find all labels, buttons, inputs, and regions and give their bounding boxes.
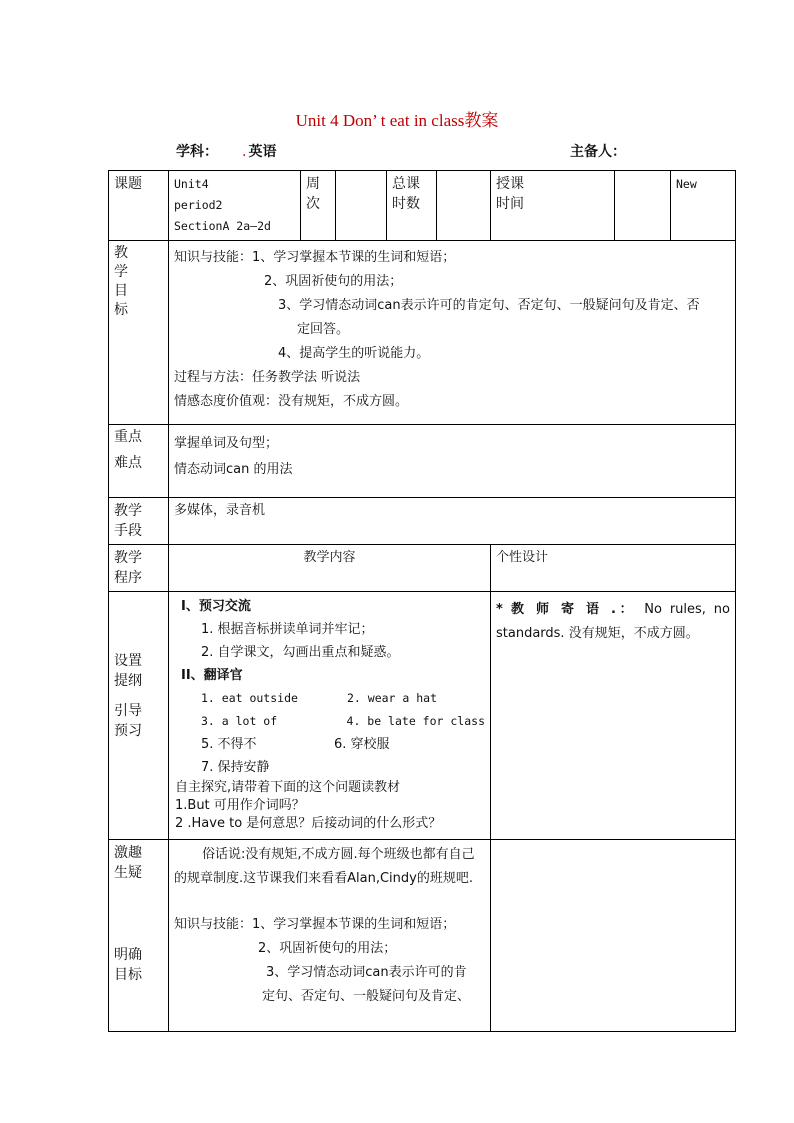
- translate-item: 5. 不得不: [201, 737, 257, 752]
- course-line: period2: [174, 198, 223, 212]
- procedure-label: 教学 程序: [109, 545, 169, 592]
- objective-line: 情感态度价值观：没有规矩，不成方圆。: [174, 394, 409, 409]
- key-points-row: [109, 425, 736, 498]
- translate-item: 6. 穿校服: [334, 737, 390, 752]
- motivate-label-top: 激趣 生疑: [114, 845, 142, 881]
- motivate-objective: 定句、否定句、一般疑问句及肯定、: [262, 989, 471, 1004]
- time-value: [615, 171, 671, 241]
- section2-title: II、翻译官: [181, 668, 243, 683]
- week-label: 周 次: [301, 171, 336, 241]
- translate-row: [181, 710, 485, 733]
- type-value: New: [676, 177, 697, 191]
- course-label: 课题: [109, 171, 169, 241]
- teacher-note-cell: [491, 592, 736, 840]
- motivate-design: [491, 840, 736, 1032]
- explore-intro: 自主探究,请带着下面的这个问题读教材: [175, 780, 401, 795]
- preview-label-bottom: 引导 预习: [114, 703, 142, 739]
- teacher-note-label: * 教 师 寄 语 .：: [496, 602, 637, 617]
- subject-label: 学科：: [176, 144, 218, 160]
- objective-line: 4、提高学生的听说能力。: [278, 346, 430, 361]
- objective-line: 2、巩固祈使句的用法；: [264, 274, 403, 289]
- means-row: [109, 498, 736, 545]
- objectives-content: [169, 241, 736, 425]
- explore-question: 1.But 可用作介词吗？: [175, 798, 305, 813]
- preview-label: [109, 592, 169, 840]
- motivate-label: [109, 840, 169, 1032]
- preview-row: [109, 592, 736, 840]
- teacher-note-text: No rules, no standards. 没有规矩，不成方圆。: [496, 602, 730, 641]
- motivate-content: [169, 840, 491, 1032]
- type-value-cell: [671, 171, 736, 241]
- hours-label: 总课 时数: [387, 171, 437, 241]
- translate-row: [181, 756, 485, 779]
- preview-content: [169, 592, 491, 840]
- motivate-row: [109, 840, 736, 1032]
- objective-line: 定回答。: [297, 322, 350, 337]
- translate-row: [181, 733, 485, 756]
- course-value: [169, 171, 301, 241]
- key-points-label: 重点 难点: [109, 425, 169, 498]
- motivate-intro: 俗话说:没有规矩,不成方圆.每个班级也都有自己的规章制度.这节课我们来看看Alan,Cindy的班规吧.: [174, 847, 475, 886]
- design-header: 个性设计: [491, 545, 736, 592]
- key-points-content: [169, 425, 736, 498]
- time-label: 授课 时间: [491, 171, 615, 241]
- explore-question: 2 .Have to 是何意思？后接动词的什么形式？: [175, 816, 442, 831]
- motivate-objective: 3、学习情态动词can表示许可的肯: [266, 965, 467, 980]
- key-point-line: 情态动词can 的用法: [174, 462, 293, 477]
- objective-line: 过程与方法：任务教学法 听说法: [174, 370, 361, 385]
- hours-value: [437, 171, 491, 241]
- week-value: [336, 171, 387, 241]
- content-header: 教学内容: [169, 545, 491, 592]
- motivate-objective: 2、巩固祈使句的用法；: [258, 941, 397, 956]
- page-title: Unit 4 Don’ t eat in class教案: [295, 111, 499, 130]
- motivate-objective: 知识与技能：1、学习掌握本节课的生词和短语；: [174, 917, 456, 932]
- translate-item: 7. 保持安静: [201, 760, 270, 775]
- subject-line: [176, 141, 276, 161]
- translate-item: 3. a lot of: [201, 714, 278, 728]
- objective-line: 知识与技能：1、学习掌握本节课的生词和短语；: [174, 250, 456, 265]
- motivate-label-bottom: 明确 目标: [114, 947, 142, 983]
- translate-item: 4. be late for class: [346, 714, 485, 728]
- means-content: [169, 498, 736, 545]
- procedure-header-row: [109, 545, 736, 592]
- key-point-line: 掌握单词及句型；: [174, 436, 279, 451]
- subject-value: 英语: [248, 144, 277, 160]
- course-line: Unit4: [174, 177, 209, 191]
- section1-item: 1. 根据音标拼读单词并牢记；: [201, 622, 374, 637]
- teacher-note: [496, 598, 730, 646]
- course-line: SectionA 2a—2d: [174, 219, 271, 233]
- objectives-row: [109, 241, 736, 425]
- means-text: 多媒体，录音机: [174, 503, 266, 518]
- preview-label-top: 设置 提纲: [114, 653, 142, 689]
- objectives-label: 教 学 目 标: [109, 241, 169, 425]
- subject-marker: .: [242, 144, 247, 160]
- translate-item: 2. wear a hat: [347, 691, 438, 705]
- info-row: [109, 171, 736, 241]
- translate-row: [181, 687, 485, 710]
- section1-item: 2. 自学课文，勾画出重点和疑惑。: [201, 645, 400, 660]
- means-label: 教学 手段: [109, 498, 169, 545]
- translate-item: 1. eat outside: [201, 691, 298, 705]
- lesson-plan-table: [108, 170, 736, 1032]
- objective-line: 3、学习情态动词can表示许可的肯定句、否定句、一般疑问句及肯定、否: [278, 298, 700, 313]
- preparer-label: 主备人：: [570, 144, 626, 160]
- section1-title: I、预习交流: [181, 599, 251, 614]
